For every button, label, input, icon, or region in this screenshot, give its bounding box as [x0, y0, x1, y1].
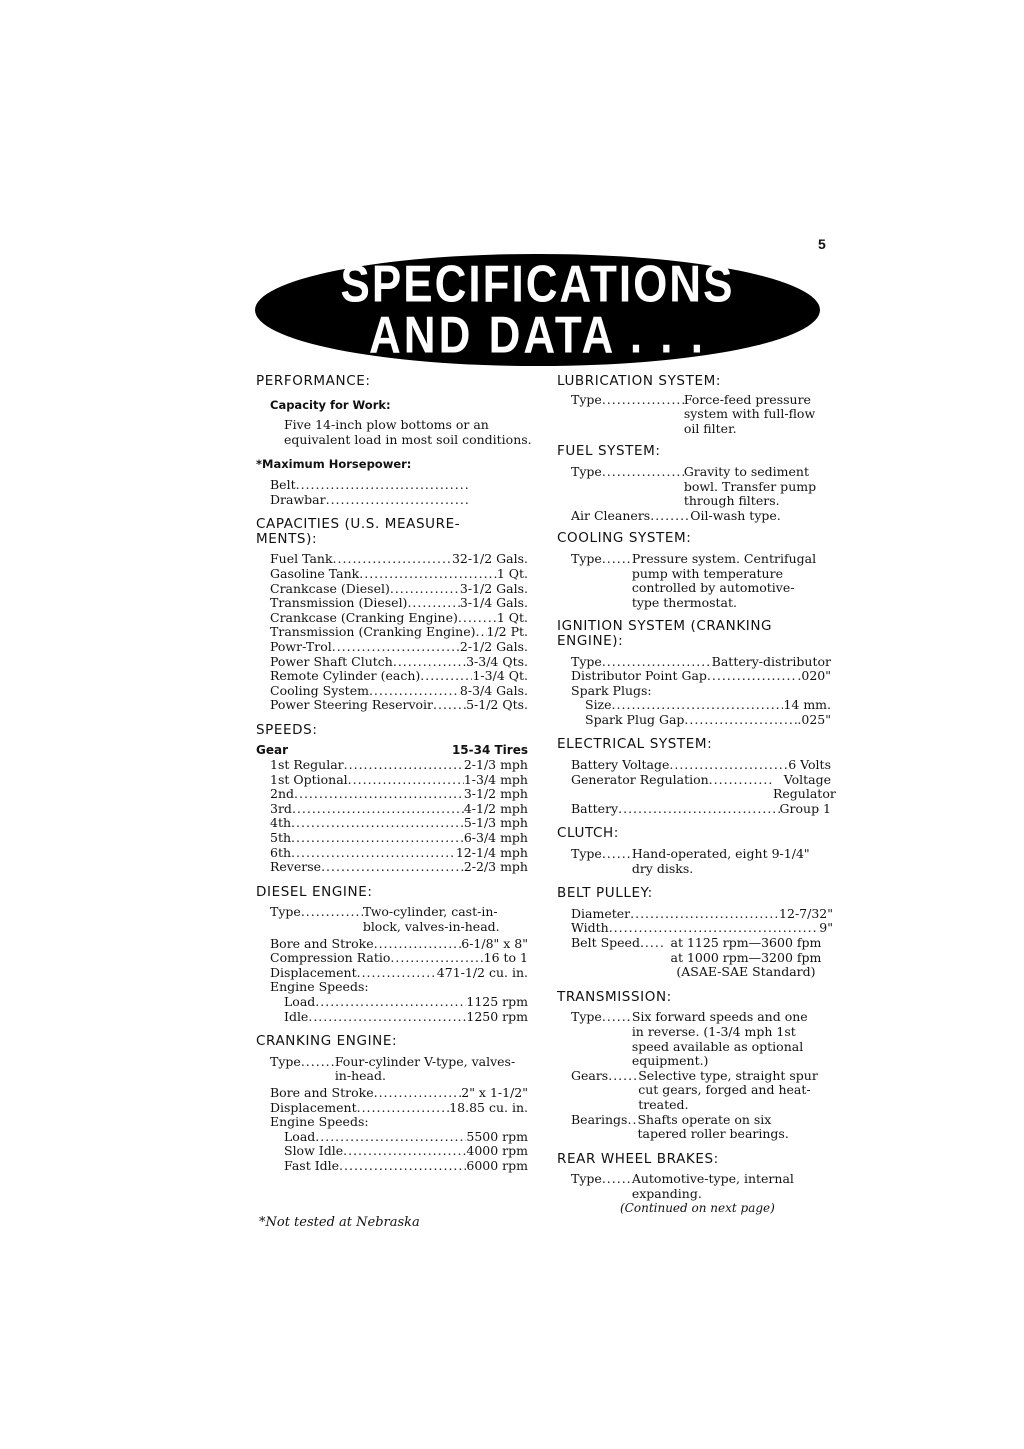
gears-label: Gears	[571, 1067, 609, 1083]
rear-brakes-type-value: Automotive-type, internal expanding.	[631, 1171, 794, 1201]
width-value: 9"	[819, 920, 833, 936]
width-row	[571, 921, 833, 936]
capacity-value: 3-3/4 Qts.	[466, 653, 528, 669]
diesel-load-value: 1125 rpm	[466, 993, 528, 1009]
fuel-type-label: Type	[571, 463, 602, 479]
capacity-label: Power Shaft Clutch	[270, 653, 393, 669]
capacity-label: Power Steering Reservoir	[270, 697, 434, 713]
spark-plugs-label: Spark Plugs:	[571, 682, 652, 698]
diesel-load-label: Load	[284, 993, 316, 1009]
cranking-bore-value: 2" x 1-1/2"	[461, 1084, 528, 1100]
battery-value: Group 1	[779, 800, 831, 816]
ignition-heading: IGNITION SYSTEM (CRANKING ENGINE):	[557, 618, 773, 649]
diesel-type-label: Type	[270, 904, 301, 920]
speed-label: 3rd	[270, 800, 292, 816]
capacity-row	[270, 669, 528, 684]
drawbar-label: Drawbar	[270, 491, 326, 507]
left-column	[256, 374, 536, 1174]
cranking-load-row	[284, 1130, 528, 1145]
cranking-slow-value: 4000 rpm	[466, 1143, 528, 1159]
diameter-row	[571, 907, 833, 922]
lubrication-section	[557, 393, 833, 437]
air-cleaners-value: Oil-wash type.	[690, 507, 781, 523]
cooling-section	[557, 552, 833, 610]
speeds-heading: SPEEDS:	[256, 721, 318, 738]
electrical-heading: ELECTRICAL SYSTEM:	[557, 736, 713, 753]
capacity-value: 1 Qt.	[496, 565, 528, 581]
cranking-slow-row	[284, 1144, 528, 1159]
speeds-header	[256, 743, 528, 758]
diesel-section	[256, 905, 528, 1024]
diesel-idle-row	[284, 1010, 528, 1025]
air-cleaners-label: Air Cleaners	[571, 507, 651, 523]
capacity-label: Gasoline Tank	[270, 565, 360, 581]
capacity-label: Transmission (Cranking Engine)	[270, 624, 476, 640]
capacity-row	[270, 684, 528, 699]
speed-label: Reverse	[270, 859, 322, 875]
fuel-type-value: Gravity to sediment bowl. Transfer pump through filters.	[683, 463, 817, 509]
speed-row	[270, 773, 528, 788]
rear-brakes-heading: REAR WHEEL BRAKES:	[557, 1150, 719, 1167]
diesel-bore-value: 6-1/8" x 8"	[461, 935, 528, 951]
capacity-label: Crankcase (Diesel)	[270, 580, 390, 596]
horsepower-heading: *Maximum Horsepower:	[256, 457, 412, 472]
belt-label: Belt	[270, 476, 296, 492]
air-cleaners-row	[571, 509, 833, 524]
lubrication-type-label: Type	[571, 391, 602, 407]
capacity-row	[270, 552, 528, 567]
generator-regulation-label: Generator Regulation	[571, 771, 709, 787]
speed-label: 2nd	[270, 786, 295, 802]
capacity-row	[270, 567, 528, 582]
transmission-type-value: Six forward speeds and one in reverse. (1-3/4 mph 1st speed available as optional equipment.)	[631, 1009, 808, 1069]
speed-label: 4th	[270, 815, 292, 831]
capacity-row	[270, 698, 528, 713]
cranking-fast-value: 6000 rpm	[466, 1157, 528, 1173]
clutch-type-value: Hand-operated, eight 9-1/4" dry disks.	[631, 846, 810, 876]
speed-value: 6-3/4 mph	[463, 830, 528, 846]
plug-size-label: Size	[585, 697, 612, 713]
electrical-section	[557, 757, 836, 816]
battery-voltage-label: Battery Voltage	[571, 757, 670, 773]
cooling-type-label: Type	[571, 550, 602, 566]
diesel-idle-label: Idle	[284, 1008, 309, 1024]
diesel-load-row	[284, 995, 528, 1010]
diesel-compression-value: 16 to 1	[483, 950, 528, 966]
clutch-type-label: Type	[571, 846, 602, 862]
belt-row	[270, 478, 470, 493]
capacities-list	[256, 552, 528, 713]
rear-brakes-type-row	[571, 1172, 833, 1201]
cranking-slow-label: Slow Idle	[284, 1143, 344, 1159]
cranking-section	[256, 1055, 528, 1174]
clutch-type-row	[571, 847, 833, 876]
drawbar-row	[270, 493, 470, 508]
cranking-type-value: Four-cylinder V-type, valves-in-head.	[334, 1053, 516, 1084]
fuel-heading: FUEL SYSTEM:	[557, 443, 661, 460]
cranking-type-label: Type	[270, 1053, 301, 1069]
capacity-value: 8-3/4 Gals.	[459, 682, 528, 698]
capacity-heading: Capacity for Work:	[270, 397, 391, 412]
speed-label: 1st Regular	[270, 757, 344, 773]
belt-speed-value: at 1125 rpm—3600 fpm at 1000 rpm—3200 fpm (ASAE-SAE Standard)	[670, 935, 822, 980]
speed-row	[270, 860, 528, 875]
ignition-type-row	[571, 655, 831, 670]
capacity-value: 32-1/2 Gals.	[451, 551, 528, 567]
capacity-value: 2-1/2 Gals.	[459, 638, 528, 654]
plug-size-value: 14 mm.	[783, 697, 831, 713]
capacity-row	[270, 582, 528, 597]
horsepower-list	[256, 478, 470, 507]
capacity-value: 1/2 Pt.	[486, 624, 528, 640]
cranking-displacement-value: 18.85 cu. in.	[449, 1099, 528, 1115]
clutch-heading: CLUTCH:	[557, 825, 619, 842]
diesel-compression-row	[270, 951, 528, 966]
ignition-section	[557, 655, 831, 728]
diesel-displacement-value: 471-1/2 cu. in.	[436, 964, 528, 980]
diesel-type-row	[270, 905, 528, 934]
speed-value: 12-1/4 mph	[455, 844, 528, 860]
speed-value: 4-1/2 mph	[463, 800, 528, 816]
cooling-type-row	[571, 552, 833, 610]
cranking-displacement-label: Displacement	[270, 1099, 357, 1115]
diesel-bore-label: Bore and Stroke	[270, 935, 374, 951]
cranking-displacement-row	[270, 1101, 528, 1116]
plug-size-row	[585, 698, 831, 713]
width-label: Width	[571, 920, 609, 936]
battery-voltage-row	[571, 758, 831, 773]
capacity-label: Fuel Tank	[270, 551, 333, 567]
capacity-text: Five 14-inch plow bottoms or an equivalent load in most soil conditions.	[284, 417, 532, 447]
speed-row	[270, 816, 528, 831]
diesel-displacement-row	[270, 966, 528, 981]
capacity-value: 3-1/2 Gals.	[459, 580, 528, 596]
cranking-load-label: Load	[284, 1128, 316, 1144]
diesel-compression-label: Compression Ratio	[270, 950, 391, 966]
belt-pulley-heading: BELT PULLEY:	[557, 885, 653, 902]
lubrication-type-row	[571, 393, 833, 437]
cranking-speeds-label: Engine Speeds:	[270, 1114, 369, 1130]
gear-column-header: Gear	[256, 743, 289, 758]
transmission-type-row	[571, 1010, 833, 1068]
page-number: 5	[818, 236, 826, 252]
cranking-fast-label: Fast Idle	[284, 1157, 340, 1173]
speeds-table	[256, 743, 528, 874]
plug-gap-value: .025"	[797, 711, 831, 727]
capacities-heading: CAPACITIES (U.S. MEASURE-MENTS):	[256, 516, 461, 547]
right-column	[557, 374, 837, 1202]
battery-row	[571, 802, 831, 817]
belt-pulley-section	[557, 907, 833, 980]
speed-row	[270, 802, 528, 817]
capacity-value: 1-3/4 Qt.	[472, 668, 528, 684]
speed-row	[270, 787, 528, 802]
plug-gap-row	[585, 713, 831, 728]
ignition-type-value: Battery-distributor	[711, 653, 831, 669]
point-gap-row	[571, 669, 831, 684]
battery-label: Battery	[571, 800, 619, 816]
transmission-heading: TRANSMISSION:	[557, 988, 672, 1005]
speed-value: 1-3/4 mph	[463, 771, 528, 787]
speed-value: 5-1/3 mph	[463, 815, 528, 831]
speed-label: 6th	[270, 844, 292, 860]
bearings-label: Bearings	[571, 1111, 628, 1127]
capacity-label: Transmission (Diesel)	[270, 595, 408, 611]
speed-value: 2-1/3 mph	[463, 757, 528, 773]
plug-gap-label: Spark Plug Gap	[585, 711, 685, 727]
diameter-label: Diameter	[571, 905, 631, 921]
speed-value: 2-2/3 mph	[463, 859, 528, 875]
capacity-value: 3-1/4 Gals.	[459, 595, 528, 611]
speed-row	[270, 831, 528, 846]
bearings-value: Shafts operate on six tapered roller bearings.	[637, 1111, 789, 1142]
bearings-row	[571, 1113, 833, 1142]
rear-brakes-type-label: Type	[571, 1171, 602, 1187]
speed-value: 3-1/2 mph	[463, 786, 528, 802]
diesel-displacement-label: Displacement	[270, 964, 357, 980]
speed-label: 5th	[270, 830, 292, 846]
clutch-section	[557, 847, 833, 876]
diesel-heading: DIESEL ENGINE:	[256, 883, 373, 900]
speed-row	[270, 758, 528, 773]
cooling-type-value: Pressure system. Centrifugal pump with temperature controlled by automotive-type thermostat.	[631, 550, 817, 610]
diesel-speeds-label: Engine Speeds:	[270, 979, 369, 995]
diesel-bore-row	[270, 937, 528, 952]
speed-row	[270, 846, 528, 861]
cranking-type-row	[270, 1055, 528, 1084]
capacity-row	[270, 596, 528, 611]
capacity-row	[270, 655, 528, 670]
capacity-label: Crankcase (Cranking Engine)	[270, 609, 458, 625]
capacity-row	[270, 625, 528, 640]
transmission-section	[557, 1010, 833, 1141]
continued-note: (Continued on next page)	[620, 1201, 775, 1215]
performance-heading: PERFORMANCE:	[256, 373, 371, 389]
belt-speed-row	[571, 936, 833, 980]
generator-regulation-value: Voltage Regulator	[773, 771, 836, 802]
title-banner	[255, 254, 820, 366]
lubrication-type-value: Force-feed pressure system with full-flow oil filter.	[683, 391, 816, 436]
capacity-row	[270, 640, 528, 655]
ignition-type-label: Type	[571, 653, 602, 669]
cranking-load-value: 5500 rpm	[466, 1128, 528, 1144]
footnote: *Not tested at Nebraska	[259, 1215, 420, 1230]
generator-regulation-row	[571, 771, 836, 802]
cranking-heading: CRANKING ENGINE:	[256, 1033, 398, 1050]
rear-brakes-section	[557, 1172, 833, 1201]
fuel-section	[557, 465, 833, 523]
capacity-label: Cooling System	[270, 682, 369, 698]
belt-speed-label: Belt Speed	[571, 935, 640, 950]
point-gap-label: Distributor Point Gap	[571, 668, 707, 684]
capacity-row	[270, 611, 528, 626]
gears-value: Selective type, straight spur cut gears, forged and heat-treated.	[638, 1067, 818, 1112]
capacity-label: Powr-Trol	[270, 638, 332, 654]
capacity-label: Remote Cylinder (each)	[270, 668, 421, 684]
diameter-value: 12-7/32"	[779, 905, 833, 921]
banner-line-2: AND DATA . . .	[369, 306, 706, 365]
diesel-type-value: Two-cylinder, cast-in-block, valves-in-head.	[362, 904, 500, 934]
point-gap-value: .020"	[797, 668, 831, 684]
lubrication-heading: LUBRICATION SYSTEM:	[557, 373, 721, 389]
cranking-fast-row	[284, 1159, 528, 1174]
banner-line-1: SPECIFICATIONS	[340, 255, 735, 314]
transmission-type-label: Type	[571, 1009, 602, 1025]
performance-section	[256, 398, 536, 448]
diesel-idle-value: 1250 rpm	[466, 1008, 528, 1024]
battery-voltage-value: 6 Volts	[788, 757, 831, 773]
tires-column-header: 15-34 Tires	[451, 743, 528, 758]
cranking-bore-label: Bore and Stroke	[270, 1084, 374, 1100]
gears-row	[571, 1069, 833, 1113]
fuel-type-row	[571, 465, 833, 509]
cranking-bore-row	[270, 1086, 528, 1101]
speed-label: 1st Optional	[270, 771, 348, 787]
capacity-value: 1 Qt.	[496, 609, 528, 625]
capacity-value: 5-1/2 Qts.	[466, 697, 528, 713]
cooling-heading: COOLING SYSTEM:	[557, 530, 692, 547]
